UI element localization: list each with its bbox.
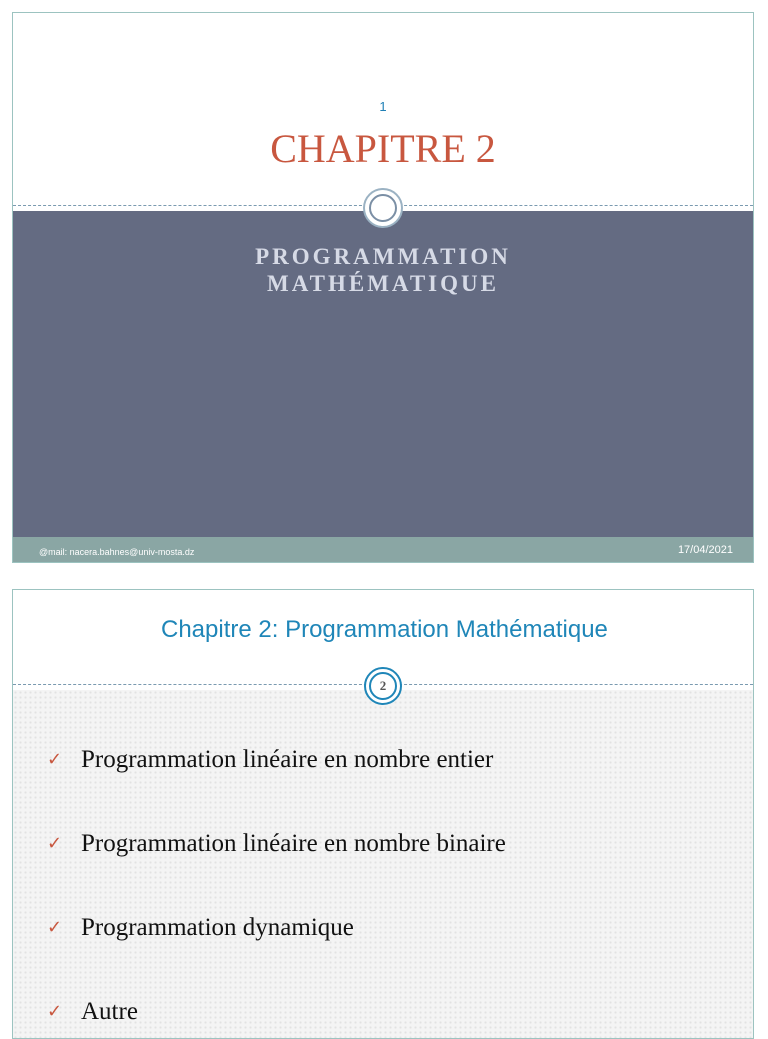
circle-ring-icon	[363, 188, 403, 228]
slide-number: 1	[379, 99, 387, 114]
footer-email: @mail: nacera.bahnes@univ-mosta.dz	[39, 547, 195, 557]
check-icon: ✓	[47, 833, 63, 854]
check-icon: ✓	[47, 917, 63, 938]
bullet-item	[47, 746, 506, 830]
bullet-item	[47, 998, 506, 1039]
bullet-text: Programmation linéaire en nombre entier	[81, 746, 494, 773]
subtitle-band	[13, 211, 753, 537]
slide-number: 2	[369, 672, 397, 700]
check-icon: ✓	[47, 1001, 63, 1022]
bullet-list	[47, 746, 506, 1039]
bullet-text: Autre	[81, 998, 138, 1025]
bullet-item	[47, 914, 506, 998]
bullet-item	[47, 830, 506, 914]
slide-footer	[13, 537, 753, 563]
footer-date: 17/04/2021	[677, 544, 733, 556]
subtitle-line-2: MATHÉMATIQUE	[267, 271, 499, 296]
circle-ring-icon	[364, 667, 402, 705]
slide-2	[12, 589, 754, 1039]
slide-title: Chapitre 2: Programmation Mathématique	[161, 616, 608, 643]
bullet-text: Programmation dynamique	[81, 914, 354, 941]
slide-1	[12, 12, 754, 563]
inner-ring	[369, 194, 397, 222]
slide-body	[13, 690, 753, 1039]
chapter-subtitle	[13, 243, 753, 297]
check-icon: ✓	[47, 749, 63, 770]
bullet-text: Programmation linéaire en nombre binaire	[81, 830, 506, 857]
subtitle-line-1: PROGRAMMATION	[255, 244, 511, 269]
chapter-title: CHAPITRE 2	[270, 126, 496, 171]
